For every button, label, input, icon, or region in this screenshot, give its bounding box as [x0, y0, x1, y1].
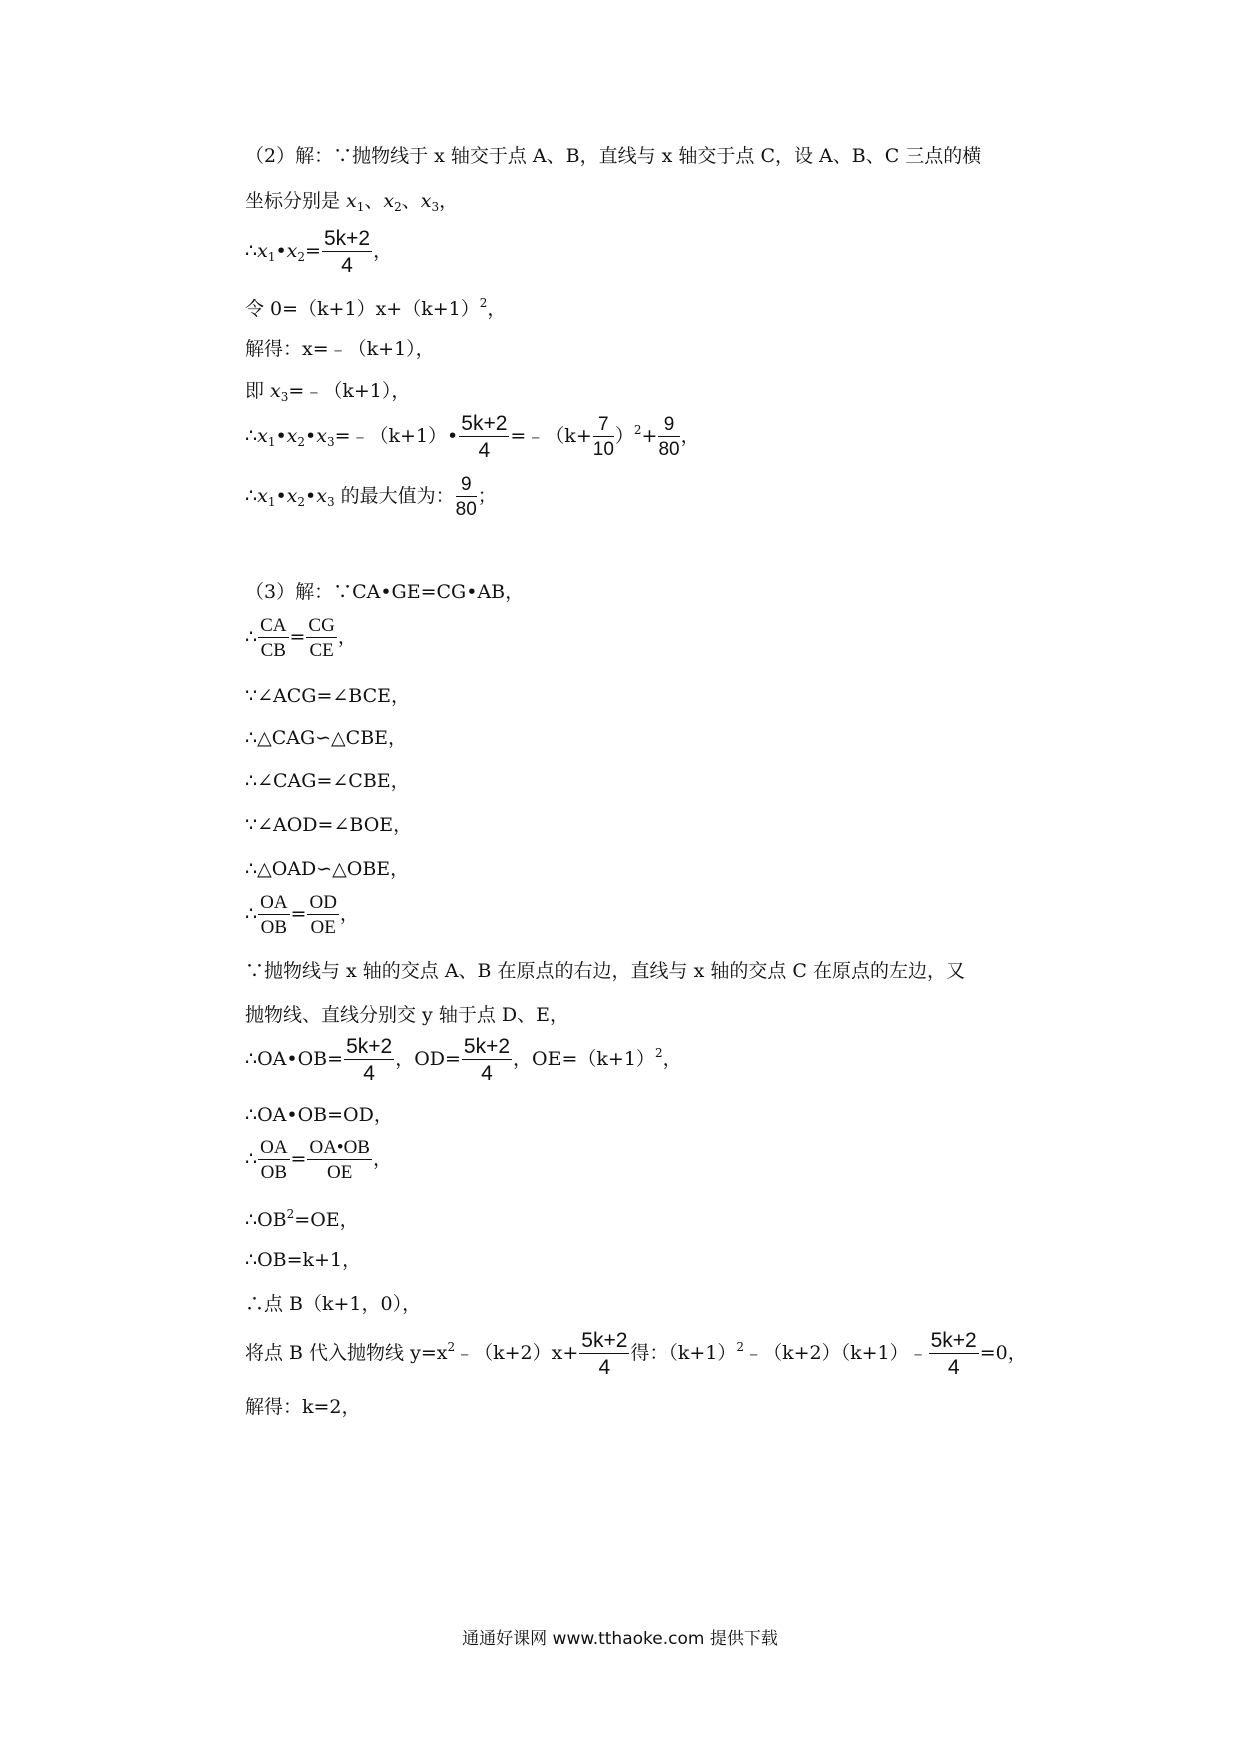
p3-line-5: ∴∠CAG=∠CBE，	[245, 770, 410, 792]
p3-line-7: ∴△OAD∽△OBE，	[245, 858, 410, 880]
p2-line-7: $\therefore x_1•x_2•x_3=﹣(k+1)•$ $\frac{5k+2}{4}$ =﹣（k+ $\frac{7}{10}$ ）$^2$+ $\frac{9}{80}$ ，	[245, 412, 700, 462]
fraction: $\frac{5k+2}{4}$	[323, 227, 371, 277]
fraction: $\frac{5k+2}{4}$	[461, 412, 508, 462]
fraction: $\frac{OA}{OB}$	[260, 892, 288, 938]
p3-line-11: ∴OA•OB= $\frac{5k+2}{4}$ ，OD= $\frac{5k+2}{4}$ ，$OE=(k+1)^2$，	[245, 1035, 682, 1085]
p3-line-8: ∴ $\frac{OA}{OB}$ = $\frac{OD}{OE}$ ，	[245, 892, 359, 938]
p2-line-4: 令 $0=(k+1)x+(k+1)^2$，	[245, 296, 507, 320]
p3-line-15: ∴OB=k+1，	[245, 1249, 362, 1271]
footer-watermark: 通通好课网 www.tthaoke.com 提供下载	[462, 1629, 778, 1649]
p2-line-8: $\therefore x_1•x_2•x_3$ 的最大值为： $\frac{9}{80}$ ；	[245, 474, 497, 520]
fraction: $\frac{5k+2}{4}$	[581, 1329, 628, 1379]
p3-line-14: $\therefore OB^2=OE$，	[245, 1207, 359, 1231]
p3-line-6: ∵∠AOD=∠BOE，	[245, 814, 413, 836]
p3-line-13: ∴ $\frac{OA}{OB}$ = $\frac{OA•OB}{OE}$ ，	[245, 1137, 392, 1183]
p3-line-9: ∵抛物线与 x 轴的交点 A、B 在原点的右边，直线与 x 轴的交点 C 在原点的左边，又	[245, 960, 965, 982]
fraction: $\frac{CG}{CE}$	[308, 615, 335, 661]
p2-line-6: 即 $x_3=﹣(k+1)$，	[245, 380, 411, 404]
fraction: $\frac{OA•OB}{OE}$	[309, 1137, 370, 1183]
p2-line-5: 解得：x=﹣（k+1），	[245, 338, 435, 360]
fraction: $\frac{CA}{CB}$	[260, 615, 287, 661]
p3-line-10: 抛物线、直线分别交 y 轴于点 D、E，	[245, 1004, 569, 1026]
p2-line-3: $\therefore x_1•x_2=$ $\frac{5k+2}{4}$ ，	[245, 227, 393, 277]
fraction: $\frac{9}{80}$	[658, 414, 680, 460]
p3-line-2: ∴ $\frac{CA}{CB}$ = $\frac{CG}{CE}$ ，	[245, 615, 357, 661]
fraction: $\frac{9}{80}$	[455, 474, 477, 520]
p3-line-12: ∴OA•OB=OD，	[245, 1104, 393, 1126]
fraction: $\frac{OD}{OE}$	[309, 892, 337, 938]
fraction: $\frac{7}{10}$	[592, 414, 614, 460]
fraction: $\frac{OA}{OB}$	[260, 1137, 288, 1183]
p3-line-17: 将点 B 代入抛物线 $y=x^2﹣(k+2)x+$ $\frac{5k+2}{4}$ 得：$(k+1)^2﹣(k+2)(k+1)﹣$ $\frac{5k+2}{4}$ =0，	[245, 1329, 1027, 1379]
p3-line-3: ∵∠ACG=∠BCE，	[245, 685, 411, 707]
fraction: $\frac{5k+2}{4}$	[930, 1329, 977, 1379]
p3-line-4: ∴△CAG∽△CBE，	[245, 727, 408, 749]
p3-line-18: 解得：k=2，	[245, 1396, 361, 1418]
fraction: $\frac{5k+2}{4}$	[463, 1035, 511, 1085]
p3-line-1: （3）解：∵CA•GE=CG•AB，	[245, 581, 525, 603]
fraction: $\frac{5k+2}{4}$	[346, 1035, 393, 1085]
p2-line-1: （2）解：∵抛物线于 x 轴交于点 A、B，直线与 x 轴交于点 C，设 A、B、C 三点的横	[245, 145, 982, 167]
p2-line-2: 坐标分别是 $x_1$、$x_2$、$x_3$，	[245, 190, 459, 214]
p3-line-16: ∴点 B（k+1，0），	[245, 1293, 422, 1315]
